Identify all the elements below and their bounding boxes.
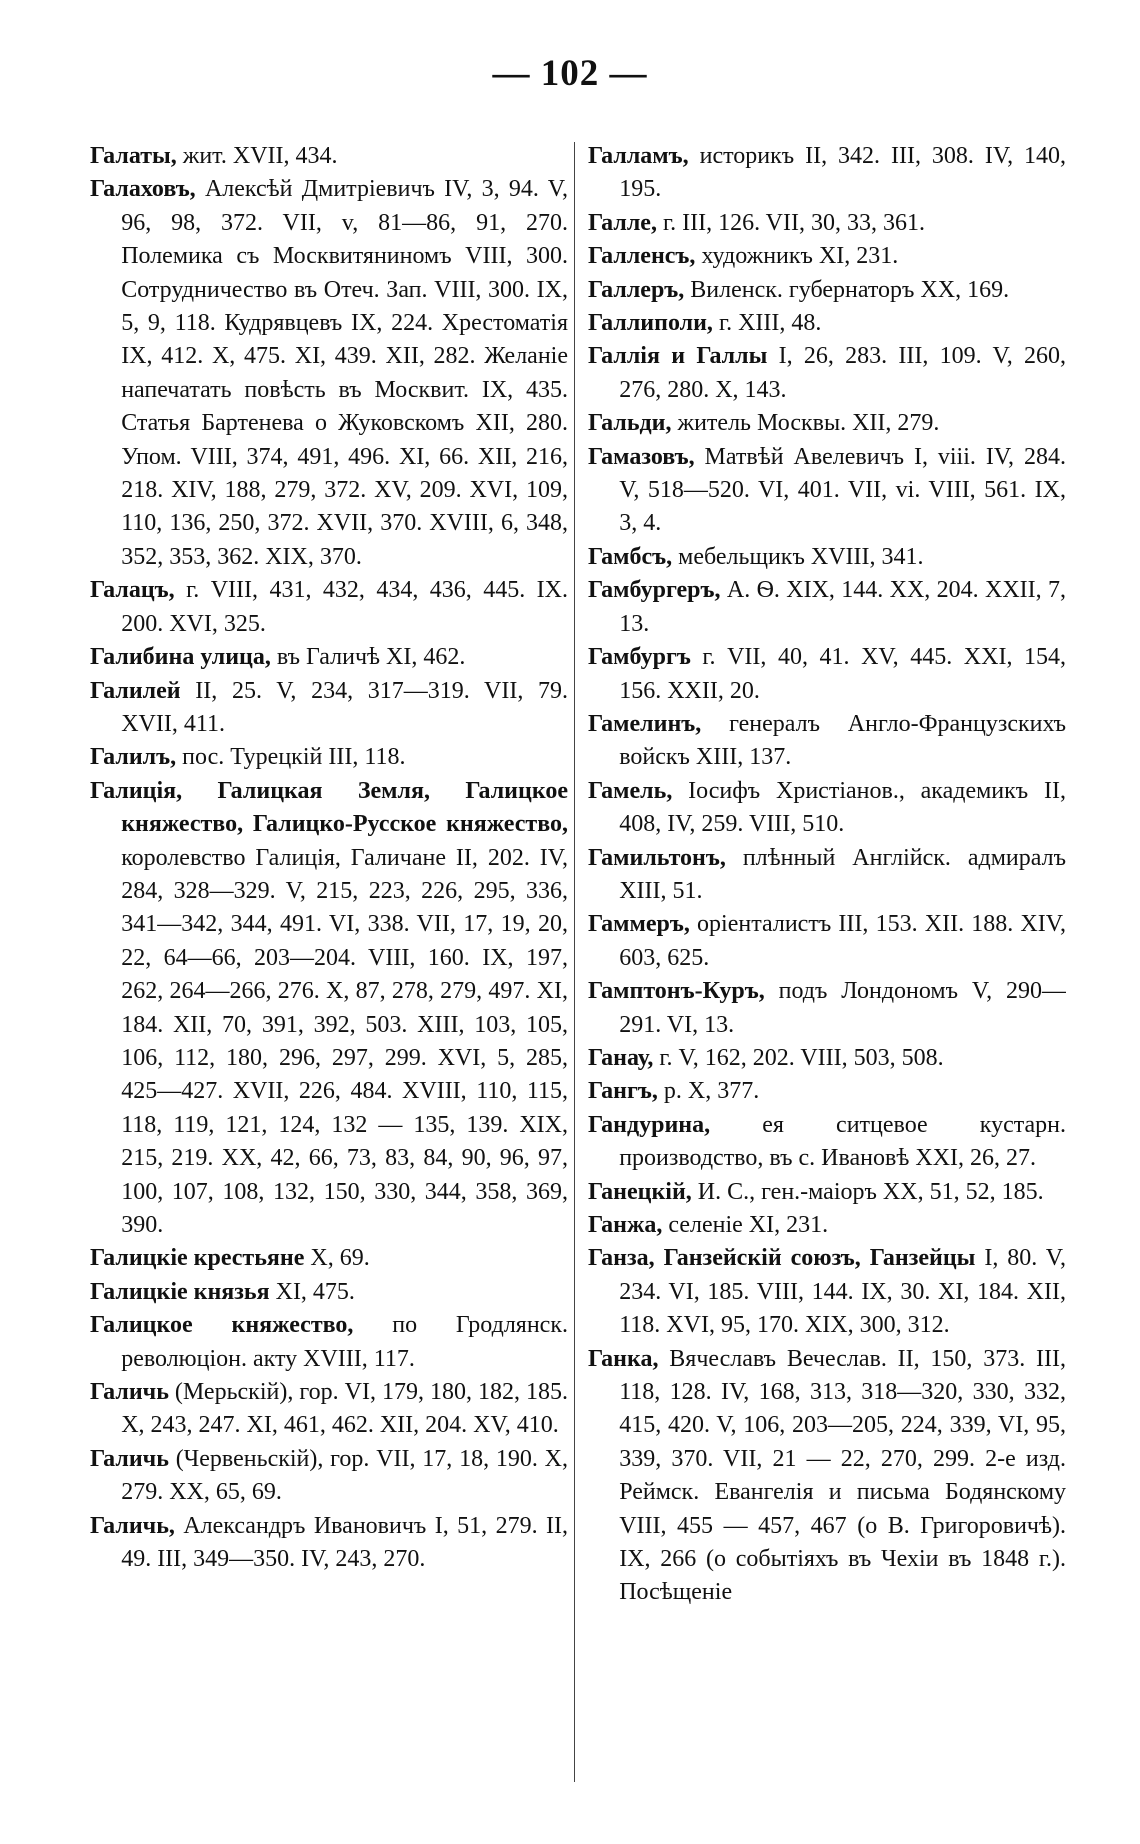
entry-heading: Галилъ,	[90, 744, 177, 771]
entry-references: въ Галичѣ XI, 462.	[276, 644, 466, 671]
entry-references: плѣнный Англійск. адмиралъ XIII, 51.	[619, 844, 1066, 904]
entry-references: генералъ Англо-Французскихъ войскъ XIII, 137.	[619, 710, 1066, 771]
index-entry	[90, 574, 568, 641]
entry-references: пос. Турецкій III, 118.	[182, 744, 406, 771]
index-entry	[588, 207, 1066, 240]
index-entry	[588, 340, 1066, 407]
entry-references: г. VII, 40, 41. XV, 445. XXI, 154, 156. XXII, 20.	[619, 644, 1066, 704]
entry-heading: Галлиполи,	[588, 310, 713, 337]
index-entry	[588, 975, 1066, 1042]
entry-heading: Галаховъ,	[90, 176, 196, 203]
entry-references: Вячеславъ Вечеслав. II, 150, 373. III, 118, 128. IV, 168, 313, 318—320, 330, 332, 415, 420. V, 106, 203—205, 224, 339, VI, 95, 339, 370. VII, 21 — 22, 270, 299. 2-е изд. Реймск. Евангелія и письма Бодянскому VIII, 455 — 457, 467 (о В. Григоровичѣ). IX, 266 (о событіяхъ въ Чехіи въ 1848 г.). Посѣщеніе	[619, 1345, 1066, 1606]
page-number: — 102 —	[492, 53, 648, 94]
entry-heading: Гамазовъ,	[588, 443, 695, 470]
entry-heading: Галибина улица,	[90, 644, 271, 671]
column-divider	[574, 142, 575, 1782]
entry-heading: Галицкіе крестьяне	[90, 1245, 305, 1272]
entry-references: г. XIII, 48.	[718, 310, 822, 337]
entry-heading: Гамбсъ,	[588, 543, 673, 570]
entry-references: по Гродлянск. революціон. акту XVIII, 117.	[121, 1312, 568, 1372]
index-entry	[588, 1176, 1066, 1209]
entry-heading: Ганза, Ганзейскій союзъ, Ганзейцы	[588, 1245, 976, 1272]
entry-heading: Гамбургъ	[588, 644, 691, 671]
index-entry	[90, 641, 568, 674]
index-entry	[90, 675, 568, 742]
index-entry	[588, 307, 1066, 340]
entry-heading: Гамптонъ-Куръ,	[588, 978, 765, 1005]
entry-heading: Ганка,	[588, 1345, 659, 1372]
entry-references: (Червеньскій), гор. VII, 17, 18, 190. X, 279. XX, 65, 69.	[121, 1445, 568, 1506]
index-entry	[90, 775, 568, 1243]
entry-references: художникъ XI, 231.	[701, 243, 899, 270]
entry-heading: Галлія и Галлы	[588, 343, 768, 370]
entry-heading: Галацъ,	[90, 577, 175, 604]
index-entry	[90, 1443, 568, 1510]
entry-heading: Гаммеръ,	[588, 911, 690, 938]
entry-heading: Галиція, Галицкая Земля, Галицкое княжество, Галицко-Русское княжество,	[90, 777, 568, 838]
index-entry	[588, 274, 1066, 307]
entry-references: Александръ Ивановичъ I, 51, 279. II, 49. III, 349—350. IV, 243, 270.	[121, 1512, 568, 1573]
entry-heading: Гангъ,	[588, 1078, 658, 1105]
index-entry	[588, 908, 1066, 975]
index-entry	[588, 574, 1066, 641]
entry-heading: Галлеръ,	[588, 276, 685, 303]
entry-references: мебельщикъ XVIII, 341.	[678, 543, 924, 570]
entry-references: королевство Галиція, Галичане II, 202. IV, 284, 328—329. V, 215, 223, 226, 295, 336, 341—342, 344, 491. VI, 338. VII, 17, 19, 20, 22, 64—66, 203—204. VIII, 160. IX, 197, 262, 264—266, 276. X, 87, 278, 279, 497. XI, 184. XII, 70, 391, 392, 503. XIII, 103, 105, 106, 112, 180, 296, 297, 299. XVI, 5, 285, 425—427. XVII, 226, 484. XVIII, 110, 115, 118, 119, 121, 124, 132 — 135, 139. XIX, 215, 219. XX, 42, 66, 73, 83, 84, 90, 96, 97, 100, 107, 108, 132, 150, 330, 344, 358, 369, 390.	[121, 844, 568, 1238]
index-entry	[588, 441, 1066, 541]
entry-references: II, 25. V, 234, 317—319. VII, 79. XVII, 411.	[121, 677, 568, 737]
entry-heading: Гальди,	[588, 410, 672, 437]
entry-heading: Ганжа,	[588, 1212, 663, 1238]
entry-references: ея ситцевое кустарн. производство, въ с. Ивановѣ XXI, 26, 27.	[619, 1111, 1066, 1172]
entry-heading: Галичь,	[90, 1512, 175, 1539]
entry-heading: Галаты,	[90, 143, 177, 169]
entry-heading: Гандурина,	[588, 1111, 711, 1138]
entry-references: г. V, 162, 202. VIII, 503, 508.	[659, 1044, 944, 1071]
entry-heading: Галичь	[90, 1379, 169, 1406]
entry-references: Виленск. губернаторъ XX, 169.	[690, 276, 1010, 303]
right-column	[588, 140, 1066, 1610]
entry-references: Матвѣй Авелевичъ I, viii. IV, 284. V, 518—520. VI, 401. VII, vi. VIII, 561. IX, 3, 4.	[619, 443, 1066, 537]
entry-references: житель Москвы. XII, 279.	[677, 410, 940, 437]
index-entry	[588, 708, 1066, 775]
entry-heading: Галицкое княжество,	[90, 1312, 354, 1339]
index-entry	[588, 1042, 1066, 1075]
index-entry	[588, 1109, 1066, 1176]
entry-heading: Гамель,	[588, 777, 673, 804]
index-entry	[588, 140, 1066, 207]
index-entry	[90, 1309, 568, 1376]
entry-references: (Мерьскій), гор. VI, 179, 180, 182, 185. X, 243, 247. XI, 461, 462. XII, 204. XV, 410.	[121, 1379, 568, 1439]
entry-references: г. III, 126. VII, 30, 33, 361.	[662, 209, 925, 236]
entry-heading: Галленсъ,	[588, 243, 696, 270]
entry-references: р. X, 377.	[663, 1078, 760, 1105]
index-entry	[90, 140, 568, 173]
index-entry	[90, 1510, 568, 1577]
entry-heading: Ганецкій,	[588, 1178, 692, 1205]
entry-references: жит. XVII, 434.	[182, 143, 338, 169]
entry-references: Алексѣй Дмитріевичъ IV, 3, 94. V, 96, 98, 372. VII, v, 81—86, 91, 270. Полемика съ Москвитяниномъ VIII, 300. Сотрудничество въ Отеч. Зап. VIII, 300. IX, 5, 9, 118. Кудрявцевъ IX, 224. Хрестоматія IX, 412. X, 475. XI, 439. XII, 282. Желаніе напечатать повѣсть въ Москвит. IX, 435. Статья Бартенева о Жуковскомъ XII, 280. Упом. VIII, 374, 491, 496. XI, 66. XII, 216, 218. XIV, 188, 279, 372. XV, 209. XVI, 109, 110, 136, 250, 372. XVII, 370. XVIII, 6, 348, 352, 353, 362. XIX, 370.	[121, 176, 568, 570]
index-entry	[588, 1209, 1066, 1242]
entry-references: селеніе XI, 231.	[668, 1212, 829, 1238]
entry-references: А. Ѳ. XIX, 144. XX, 204. XXII, 7, 13.	[619, 577, 1066, 637]
entry-references: подъ Лондономъ V, 290—291. VI, 13.	[619, 978, 1066, 1038]
entry-heading: Галле,	[588, 209, 657, 236]
entry-heading: Гамбургеръ,	[588, 577, 721, 604]
entry-heading: Гамелинъ,	[588, 710, 702, 737]
index-entry	[90, 1242, 568, 1275]
index-entry	[90, 741, 568, 774]
entry-references: I, 26, 283. III, 109. V, 260, 276, 280. X, 143.	[619, 343, 1066, 403]
index-entry	[90, 1276, 568, 1309]
index-entry	[588, 1075, 1066, 1108]
entry-references: оріенталистъ III, 153. XII. 188. XIV, 603, 625.	[619, 911, 1066, 971]
entry-references: г. VIII, 431, 432, 434, 436, 445. IX. 200. XVI, 325.	[121, 577, 568, 637]
entry-references: историкъ II, 342. III, 308. IV, 140, 195.	[619, 143, 1066, 203]
entry-references: И. С., ген.-маіоръ XX, 51, 52, 185.	[697, 1178, 1044, 1205]
index-entry	[588, 541, 1066, 574]
entry-heading: Галилей	[90, 677, 181, 704]
index-entry	[588, 1242, 1066, 1342]
entry-heading: Галичь	[90, 1445, 169, 1472]
index-entry	[90, 1376, 568, 1443]
index-entry	[588, 240, 1066, 273]
entry-heading: Галицкіе князья	[90, 1278, 270, 1305]
entry-heading: Ганау,	[588, 1044, 654, 1071]
index-entry	[588, 775, 1066, 842]
entry-references: X, 69.	[310, 1245, 370, 1272]
index-entry	[588, 842, 1066, 909]
entry-references: XI, 475.	[275, 1278, 355, 1305]
index-entry	[588, 641, 1066, 708]
entry-heading: Гамильтонъ,	[588, 844, 726, 871]
entry-heading: Галламъ,	[588, 143, 689, 169]
index-entry	[588, 1343, 1066, 1610]
entry-references: Іосифъ Христіанов., академикъ II, 408, IV, 259. VIII, 510.	[619, 777, 1066, 838]
left-column	[90, 140, 568, 1576]
index-entry	[588, 407, 1066, 440]
entry-references: I, 80. V, 234. VI, 185. VIII, 144. IX, 30. XI, 184. XII, 118. XVI, 95, 170. XIX, 300, 312.	[619, 1245, 1066, 1339]
index-entry	[90, 173, 568, 574]
